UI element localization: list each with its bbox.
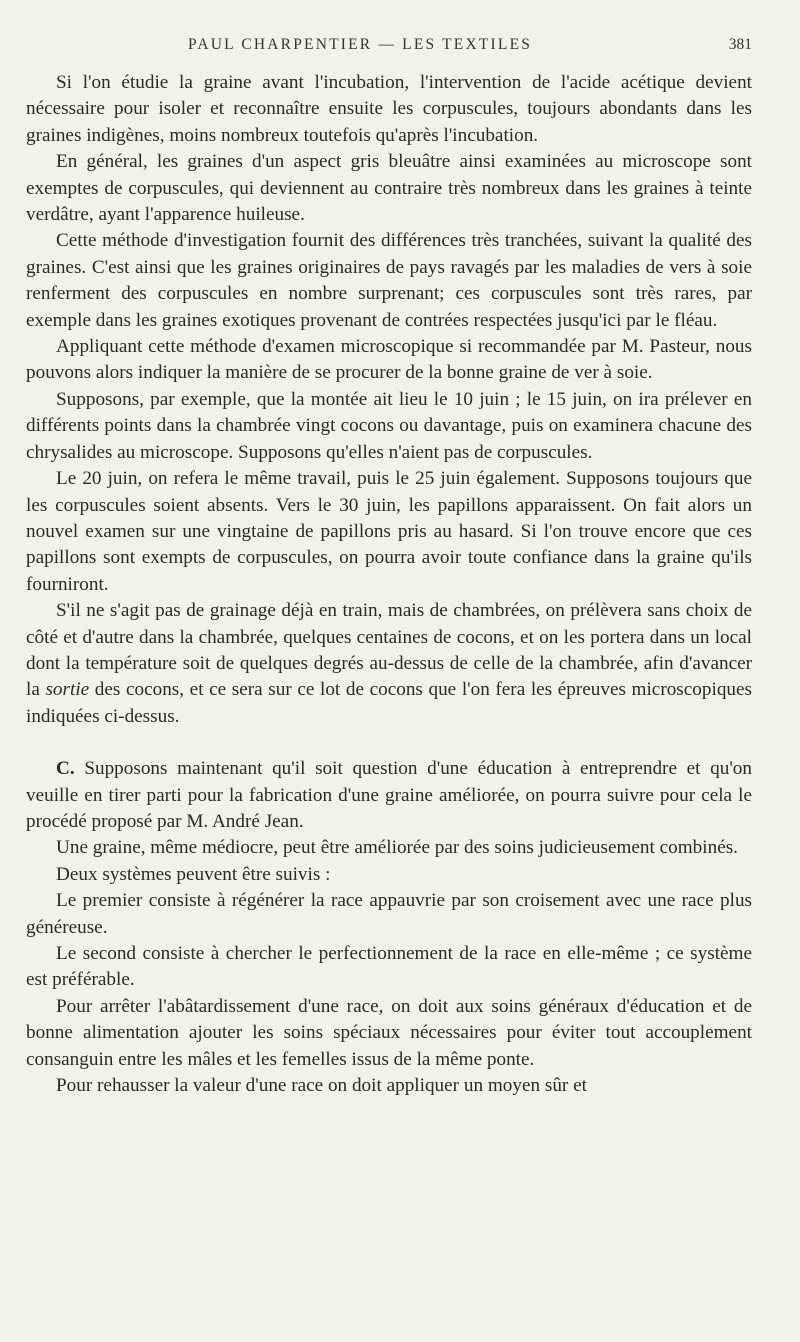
paragraph: Pour arrêter l'abâtardissement d'une race, on doit aux soins généraux d'éducation et de bonne alimentation ajouter les soins spéciaux nécessaires pour éviter tout accouplement consanguin entre les mâles et les femelles issus de la même ponte. — [26, 995, 752, 1070]
page-body — [26, 70, 752, 1099]
paragraph: Si l'on étudie la graine avant l'incubation, l'intervention de l'acide acétique devient nécessaire pour isoler et reconnaître ensuite les corpuscules, toujours abondants dans les graines indigènes, moins nombreux toutefois qu'après l'incubation. — [26, 72, 752, 146]
section-letter: C. — [56, 758, 75, 780]
paragraph-text: Supposons maintenant qu'il soit question d'une éducation à entreprendre et qu'on veuille en tirer parti pour la fabrication d'une graine améliorée, on pourra suivre pour cela le procédé proposé par M. André Jean. — [26, 758, 752, 832]
paragraph: En général, les graines d'un aspect gris bleuâtre ainsi examinées au microscope sont exemptes de corpuscules, qui deviennent au contraire très nombreux dans les graines à teinte verdâtre, ayant l'apparence huileuse. — [26, 151, 752, 226]
paragraph: Supposons, par exemple, que la montée ait lieu le 10 juin ; le 15 juin, on ira prélever en différents points dans la chambrée vingt cocons ou davantage, puis on examinera chacune des chrysalides au microscope. Supposons qu'elles n'aient pas de corpuscules. — [26, 388, 752, 463]
page-number: 381 — [728, 36, 752, 53]
paragraph: Le 20 juin, on refera le même travail, puis le 25 juin également. Supposons toujours que les corpuscules soient absents. Vers le 30 juin, les papillons apparaissent. On fait alors un nouvel examen sur une vingtaine de papillons pris au hasard. Si l'on trouve encore que ces papillons sont exempts de corpuscules, on pourra avoir toute confiance dans la graine qu'ils fourniront. — [26, 468, 752, 595]
paragraph: Le premier consiste à régénérer la race appauvrie par son croisement avec une race plus généreuse. — [26, 890, 752, 938]
paragraph: Appliquant cette méthode d'examen microscopique si recommandée par M. Pasteur, nous pouvons alors indiquer la manière de se procurer de la bonne graine de ver à soie. — [26, 336, 752, 384]
page-header — [0, 36, 800, 58]
paragraph-text: des cocons, et ce sera sur ce lot de cocons que l'on fera les épreuves microscopiques indiquées ci-dessus. — [26, 679, 752, 727]
paragraph: Deux systèmes peuvent être suivis : — [56, 863, 331, 885]
running-head: PAUL CHARPENTIER — LES TEXTILES — [188, 36, 533, 53]
paragraph: Pour rehausser la valeur d'une race on doit appliquer un moyen sûr et — [56, 1075, 587, 1097]
paragraph-text: S'il ne s'agit pas de grainage déjà en train, mais de chambrées, on prélèvera sans choix de côté et d'autre dans la chambrée, quelques centaines de cocons, et on les portera dans un local dont la température soit de quelques degrés au-dessus de celle de la chambrée, afin d'avancer la — [26, 600, 752, 701]
paragraph: Le second consiste à chercher le perfectionnement de la race en elle-même ; ce système est préférable. — [26, 943, 752, 991]
section-c-paragraph — [26, 756, 752, 835]
italic-word: sortie — [45, 679, 90, 701]
paragraph-with-italic — [26, 598, 752, 730]
paragraph: Cette méthode d'investigation fournit des différences très tranchées, suivant la qualité des graines. C'est ainsi que les graines originaires de pays ravagés par les maladies de vers à soie renferment des corpuscules en nombre surprenant; ces corpuscules sont très rares, par exemple dans les graines exotiques provenant de contrées respectées jusqu'ici par le fléau. — [26, 230, 752, 331]
paragraph: Une graine, même médiocre, peut être améliorée par des soins judicieusement combinés. — [56, 837, 738, 859]
